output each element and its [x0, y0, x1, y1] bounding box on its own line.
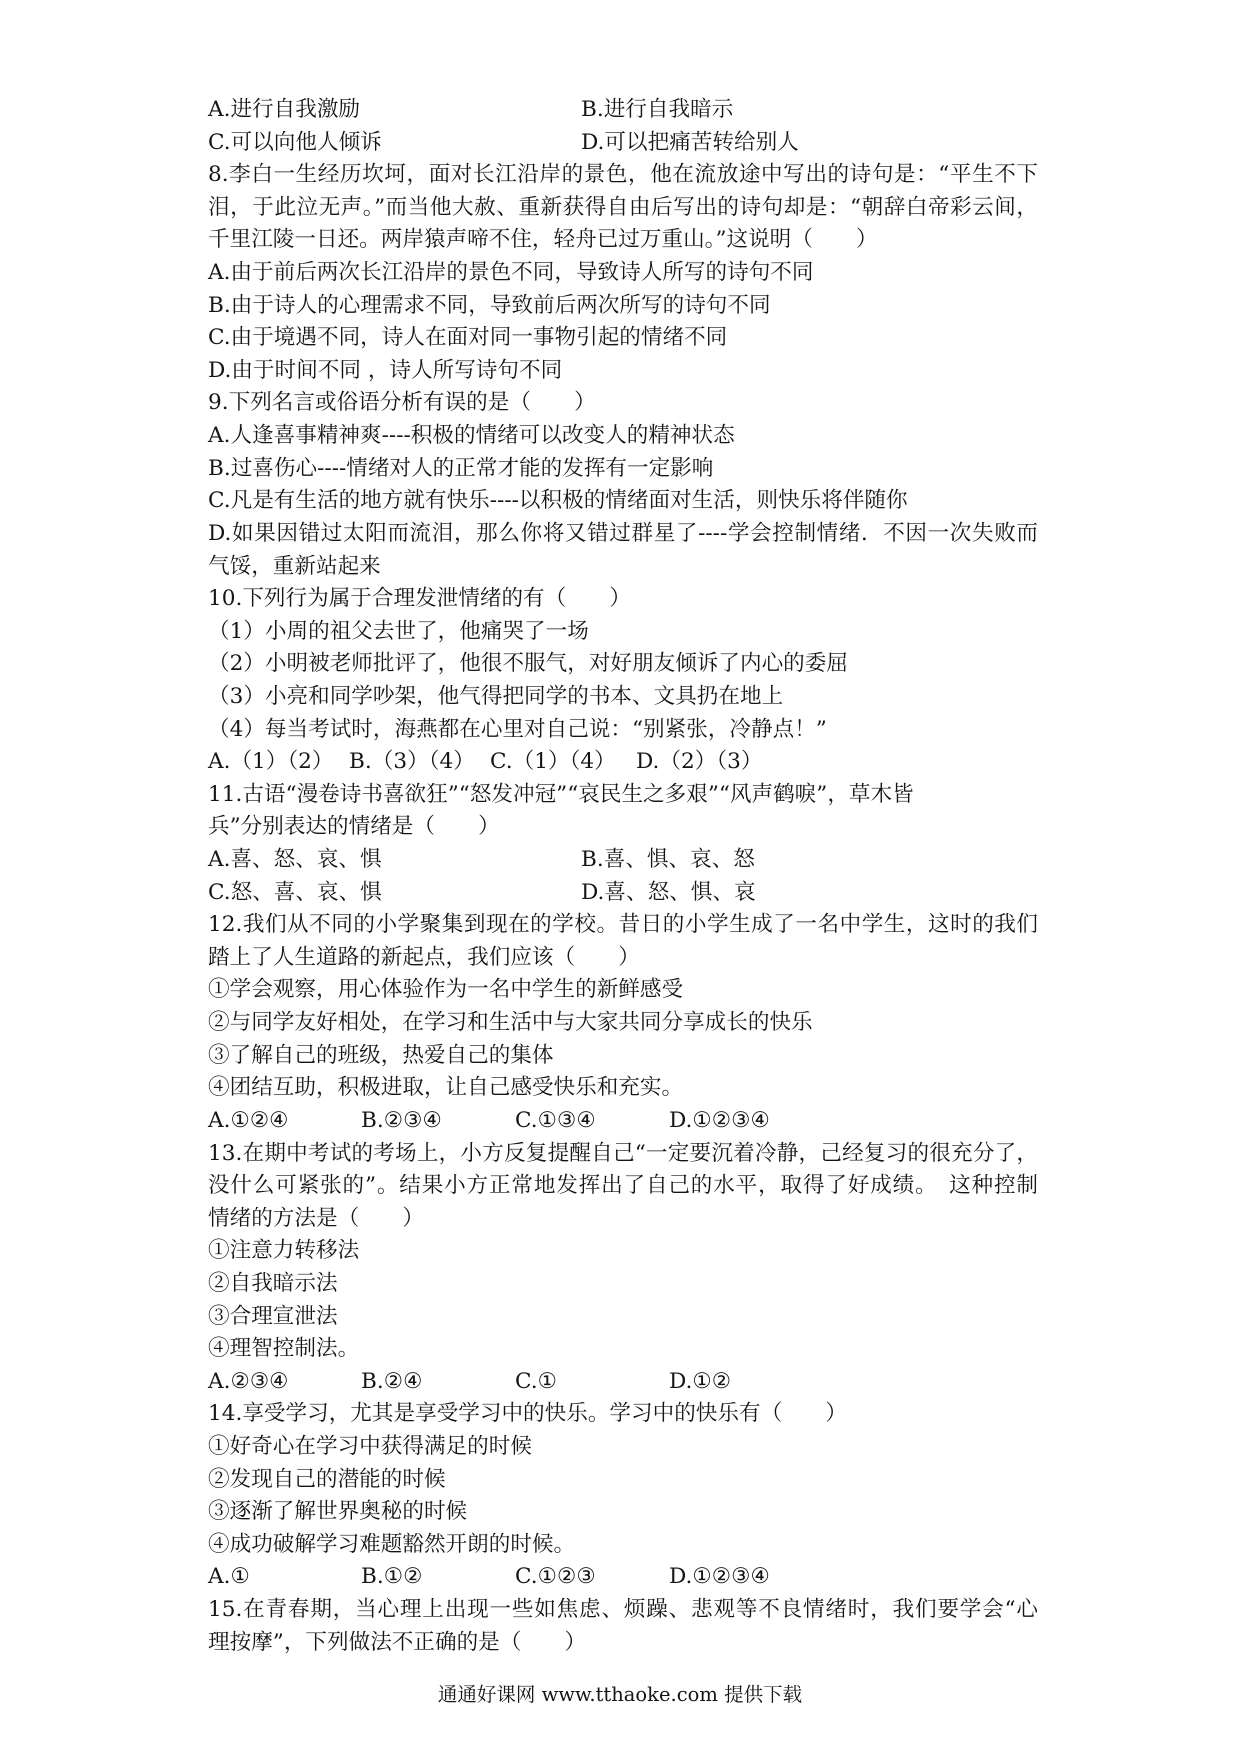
option-a: A.（1）（2） [208, 749, 334, 775]
question-stem-line: 11.古语“漫卷诗书喜欲狂”“怒发冲冠”“哀民生之多艰”“风声鹤唳”，草木皆 [208, 781, 914, 807]
option-d: D.如果因错过太阳而流泪，那么你将又错过群星了----学会控制情绪．不因一次失败而 [208, 520, 1038, 546]
option-row [208, 877, 1038, 910]
question-stem-line: 情绪的方法是（ ） [208, 1205, 424, 1231]
statement-item: ②自我暗示法 [208, 1270, 338, 1296]
question-15 [208, 1594, 1038, 1659]
option-c: C.可以向他人倾诉 [208, 129, 382, 155]
option-row [208, 1561, 1038, 1594]
question-10 [208, 583, 1038, 779]
option-row [208, 1105, 1038, 1138]
statement-item: ④团结互助，积极进取，让自己感受快乐和充实。 [208, 1075, 684, 1101]
option-row [208, 844, 1038, 877]
question-13 [208, 1138, 1038, 1399]
option-d: D.①②③④ [669, 1564, 770, 1590]
option-b: B.②③④ [361, 1107, 442, 1133]
option-c: C.（1）（4） [490, 749, 616, 775]
question-stem-line: 千里江陵一日还。两岸猿声啼不住，轻舟已过万重山。”这说明（ ） [208, 227, 878, 253]
statement-item: ③合理宣泄法 [208, 1303, 338, 1329]
question-stem-line: 理按摩”，下列做法不正确的是（ ） [208, 1629, 587, 1655]
option-d: D.可以把痛苦转给别人 [581, 129, 799, 155]
option-b: B.进行自我暗示 [581, 97, 734, 122]
statement-item: ①好奇心在学习中获得满足的时候 [208, 1433, 532, 1459]
option-a: A.进行自我激励 [208, 97, 361, 122]
option-b: B.②④ [361, 1368, 423, 1394]
statement-item: ③了解自己的班级，热爱自己的集体 [208, 1042, 554, 1068]
statement-item: ②与同学友好相处，在学习和生活中与大家共同分享成长的快乐 [208, 1010, 813, 1036]
option-a: A.人逢喜事精神爽----积极的情绪可以改变人的精神状态 [208, 423, 735, 449]
question-7-continued [208, 94, 1038, 159]
option-b: B.喜、惧、哀、怒 [581, 847, 755, 873]
statement-item: ②发现自己的潜能的时候 [208, 1466, 446, 1492]
statement-item: ③逐渐了解世界奥秘的时候 [208, 1499, 468, 1525]
option-b: B.由于诗人的心理需求不同，导致前后两次所写的诗句不同 [208, 292, 771, 318]
statement-item: （3）小亮和同学吵架，他气得把同学的书本、文具扔在地上 [208, 683, 784, 709]
question-14 [208, 1398, 1038, 1594]
option-b: B.（3）（4） [349, 749, 475, 775]
question-stem-line: 8.李白一生经历坎坷，面对长江沿岸的景色，他在流放途中写出的诗句是：“平生不下 [208, 162, 1038, 188]
option-c: C.① [515, 1368, 557, 1394]
question-8 [208, 159, 1038, 387]
option-row [208, 127, 1038, 160]
question-9 [208, 387, 1038, 583]
question-stem-line: 泪，于此泣无声。”而当他大赦、重新获得自由后写出的诗句却是：“朝辞白帝彩云间， [208, 194, 1038, 220]
option-a: A.由于前后两次长江沿岸的景色不同，导致诗人所写的诗句不同 [208, 260, 814, 286]
question-12 [208, 909, 1038, 1137]
option-c: C.凡是有生活的地方就有快乐----以积极的情绪面对生活，则快乐将伴随你 [208, 488, 908, 514]
question-stem-line: 踏上了人生道路的新起点，我们应该（ ） [208, 944, 640, 970]
option-d: D.喜、怒、惧、哀 [581, 879, 756, 905]
option-c: C.怒、喜、哀、惧 [208, 879, 382, 905]
option-row [208, 94, 1038, 127]
question-stem-line: 9.下列名言或俗语分析有误的是（ ） [208, 390, 596, 416]
option-d-continued: 气馁，重新站起来 [208, 553, 381, 579]
question-11 [208, 779, 1038, 909]
exam-content [208, 94, 1038, 1659]
option-b: B.过喜伤心----情绪对人的正常才能的发挥有一定影响 [208, 455, 714, 481]
question-stem-line: 10.下列行为属于合理发泄情绪的有（ ） [208, 586, 632, 612]
option-row [208, 1366, 1038, 1399]
option-b: B.①② [361, 1564, 423, 1590]
question-stem-line: 15.在青春期，当心理上出现一些如焦虑、烦躁、悲观等不良情绪时，我们要学会“心 [208, 1597, 1038, 1623]
option-row [208, 746, 1038, 779]
question-stem-line: 12.我们从不同的小学聚集到现在的学校。昔日的小学生成了一名中学生，这时的我们 [208, 912, 1038, 938]
question-stem-line: 13.在期中考试的考场上，小方反复提醒自己“一定要沉着冷静，己经复习的很充分了， [208, 1140, 1038, 1166]
statement-item: （1）小周的祖父去世了，他痛哭了一场 [208, 618, 589, 644]
option-a: A.①②④ [208, 1107, 289, 1133]
option-d: D.（2）（3） [636, 749, 763, 775]
statement-item: ①学会观察，用心体验作为一名中学生的新鲜感受 [208, 977, 684, 1003]
statement-item: （4）每当考试时，海燕都在心里对自己说：“别紧张，冷静点！” [208, 716, 827, 742]
question-stem-line: 兵”分别表达的情绪是（ ） [208, 814, 500, 840]
option-c: C.①③④ [515, 1107, 596, 1133]
option-a: A.① [208, 1564, 250, 1590]
statement-item: ④理智控制法。 [208, 1336, 360, 1362]
statement-item: （2）小明被老师批评了，他很不服气，对好朋友倾诉了内心的委屈 [208, 651, 848, 677]
statement-item: ①注意力转移法 [208, 1238, 360, 1264]
question-stem-line: 14.享受学习，尤其是享受学习中的快乐。学习中的快乐有（ ） [208, 1401, 847, 1427]
option-d: D.①②③④ [669, 1107, 770, 1133]
option-c: C.由于境遇不同，诗人在面对同一事物引起的情绪不同 [208, 325, 728, 351]
page-footer: 通通好课网 www.tthaoke.com 提供下载 [437, 1683, 803, 1706]
question-stem-line: 没什么可紧张的”。结果小方正常地发挥出了自己的水平，取得了好成绩。 这种控制 [208, 1173, 1038, 1199]
option-d: D.①② [669, 1368, 732, 1394]
option-d: D.由于时间不同 ，诗人所写诗句不同 [208, 357, 563, 383]
statement-item: ④成功破解学习难题豁然开朗的时候。 [208, 1531, 576, 1557]
option-c: C.①②③ [515, 1564, 596, 1590]
option-a: A.②③④ [208, 1368, 289, 1394]
option-a: A.喜、怒、哀、惧 [208, 847, 382, 873]
